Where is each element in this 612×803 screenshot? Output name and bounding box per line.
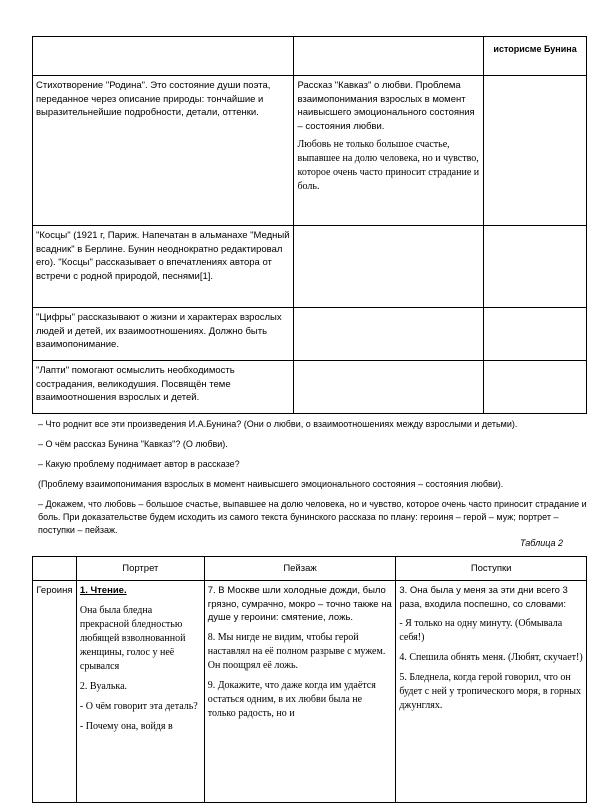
- body-text: [38, 418, 588, 544]
- landscape-text-1: 7. В Москве шли холодные дожди, было грязно, сумрачно, мокро – точно также на душе у героини: смятение, ложь.: [207, 585, 392, 623]
- table-1: [32, 36, 587, 414]
- header-cell-2: [294, 37, 484, 76]
- cell-kostsy: "Косцы" (1921 г, Париж. Напечатан в альманахе "Медный всадник" в Берлине. Бунин неоднократно редактировал его). "Косцы" рассказывает о впечатлениях автора от встречи с родной природой, песнями[1].: [33, 226, 294, 308]
- cell-empty: [294, 361, 484, 414]
- table-row: [33, 76, 587, 226]
- question-1: – Что роднит все эти произведения И.А.Бунина? (Они о любви, о взаимоотношениях между взрослыми и детьми).: [38, 419, 518, 429]
- kavkaz-text-1: Рассказ "Кавказ" о любви. Проблема взаимопонимания взрослых в момент наивысшего эмоционального состояния – состояния любви.: [297, 80, 475, 132]
- portrait-text-3: - Почему она, войдя в: [79, 720, 173, 732]
- portrait-text-2: - О чём говорит эта деталь?: [79, 700, 198, 712]
- landscape-text-3: 9. Докажите, что даже когда им удаётся остаться одним, в их любви была не только радость, но и: [207, 679, 376, 719]
- cell-landscape: [204, 581, 396, 803]
- landscape-text-2: 8. Мы нигде не видим, чтобы герой наставлял на её полном разрыве с мужем. Он поощрял её ложь.: [207, 631, 386, 671]
- cell-lapti: "Лапти" помогают осмыслить необходимость сострадания, великодушия. Посвящён теме взаимоотношения взрослых и детей.: [33, 361, 294, 414]
- actions-text-2: - Я только на одну минуту. (Обмывала себя!): [399, 618, 563, 643]
- cell-empty: [294, 308, 484, 361]
- answer-3: (Проблему взаимопонимания взрослых в момент наивысшего эмоционального состояния – состояния любви).: [38, 479, 504, 489]
- table-2-header-row: [33, 557, 587, 581]
- cell-portrait: [76, 581, 204, 803]
- header-cell-1: [33, 37, 294, 76]
- table-2-caption: Таблица 2: [520, 538, 564, 548]
- table-row: [33, 361, 587, 414]
- portrait-heading-1: 1. Чтение.: [79, 585, 127, 596]
- table-row: [33, 308, 587, 361]
- header-empty: [33, 557, 77, 581]
- actions-text-3: 4. Спешила обнять меня. (Любят, скучает!): [399, 652, 583, 663]
- actions-text-1: 3. Она была у меня за эти дни всего 3 раза, входила поспешно, со словами:: [399, 585, 568, 610]
- portrait-text-1: Она была бледна прекрасной бледностью любящей взволнованной женщины, голос у неё срывался: [79, 604, 186, 672]
- portrait-heading-2: 2. Вуалька.: [79, 680, 128, 692]
- cell-kavkaz: [294, 76, 484, 226]
- header-portrait: Портрет: [76, 557, 204, 581]
- table-row: [33, 226, 587, 308]
- question-2: – О чём рассказ Бунина "Кавказ"? (О любви).: [38, 439, 228, 449]
- cell-empty: [484, 308, 587, 361]
- cell-empty: [294, 226, 484, 308]
- cell-actions: [396, 581, 587, 803]
- table-2: [32, 556, 587, 803]
- cell-empty: [484, 76, 587, 226]
- cell-empty: [484, 361, 587, 414]
- cell-rodina: Стихотворение "Родина". Это состояние души поэта, переданное через описание природы: тончайшие и выразительнейшие подробности, детали, оттенки.: [33, 76, 294, 226]
- row-label-heroine: Героиня: [33, 581, 77, 803]
- header-cell-3: историсме Бунина: [484, 37, 587, 76]
- cell-tsifry: "Цифры" рассказывают о жизни и характерах взрослых людей и детей, их взаимоотношениях. Должно быть взаимопонимание.: [33, 308, 294, 361]
- question-3: – Какую проблему поднимает автор в рассказе?: [38, 459, 240, 469]
- table-1-header-row: [33, 37, 587, 76]
- table-row: [33, 581, 587, 803]
- actions-text-4: 5. Бледнела, когда герой говорил, что он будет с ней у тропического моря, в горных джунглях.: [399, 672, 582, 711]
- kavkaz-text-2: Любовь не только большое счастье, выпавшее на долю человека, но и чувство, которое очень часто приносит страдание и боль.: [297, 139, 480, 192]
- header-actions: Поступки: [396, 557, 587, 581]
- instruction: – Докажем, что любовь – большое счастье, выпавшее на долю человека, но и чувство, которое очень часто приносит страдание и боль. При доказательстве будем исходить из самого текста бунинского рассказа по плану: героиня – герой – муж; портрет – поступки – пейзаж.: [38, 499, 587, 535]
- header-landscape: Пейзаж: [204, 557, 396, 581]
- cell-empty: [484, 226, 587, 308]
